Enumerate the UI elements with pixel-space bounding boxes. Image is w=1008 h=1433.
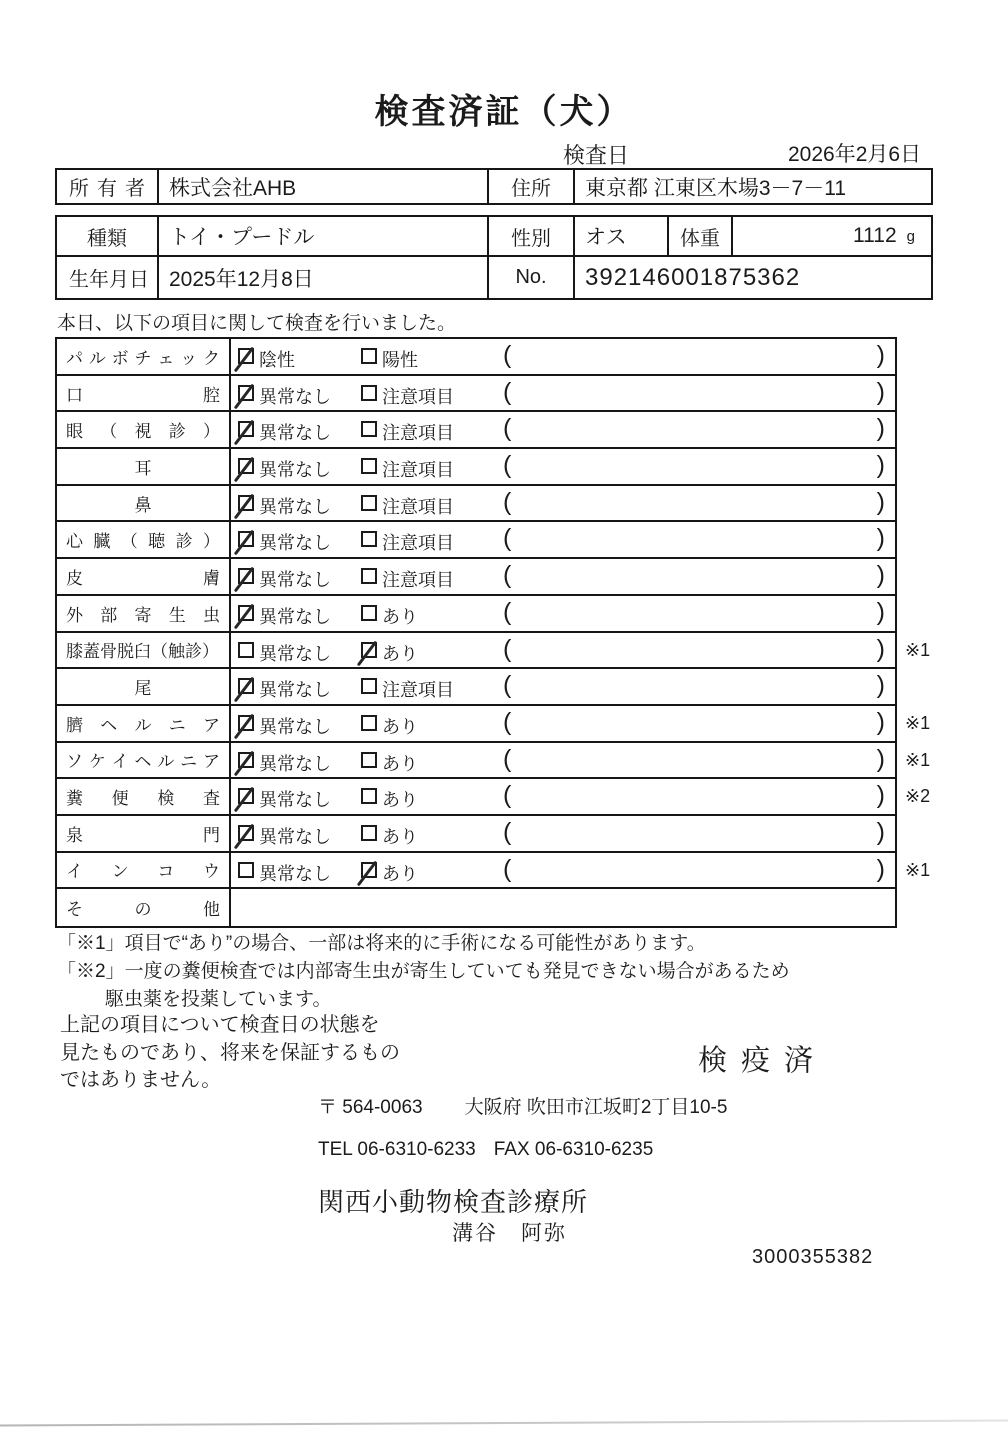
disclaimer-line-1: 上記の項目について検査日の状態を: [60, 1014, 380, 1036]
option2-label: あり: [382, 863, 418, 884]
option2-label: 注意項目: [382, 680, 454, 701]
row-content: [231, 376, 895, 411]
option2-label: 注意項目: [382, 423, 454, 444]
option2-label: 注意項目: [382, 533, 454, 554]
checkbox-option2: [361, 385, 377, 401]
sex-label-cell: 性別: [487, 217, 573, 255]
disclaimer-block: [60, 1012, 400, 1095]
checklist-row: [57, 743, 931, 780]
scan-artifact-line: [0, 1420, 1008, 1427]
remark-note: ※2: [905, 786, 931, 807]
option2-label: あり: [382, 790, 418, 811]
row-content: [231, 779, 895, 814]
option2-label: あり: [382, 753, 418, 774]
weight-label-cell: 体重: [667, 217, 731, 255]
row-content: [231, 486, 895, 521]
option1-label: 陰性: [259, 350, 295, 370]
no-label-cell: No.: [487, 257, 573, 298]
row-label: 皮 膚: [57, 559, 231, 594]
close-paren: ): [876, 487, 885, 516]
option2-label: あり: [382, 606, 418, 627]
option2-label: 注意項目: [382, 570, 454, 591]
open-paren: (: [503, 561, 512, 590]
checkbox-option1: [238, 825, 254, 841]
close-paren: ): [876, 597, 885, 626]
footnote-1: 「※1」項目で“あり”の場合、一部は将来的に手術になる可能性があります。: [57, 933, 706, 954]
open-paren: (: [503, 744, 512, 773]
option1-label: 異常なし: [259, 533, 331, 554]
owner-table: [55, 168, 933, 205]
remark-note: ※1: [905, 639, 931, 660]
close-paren: ): [876, 414, 885, 443]
row-label: 鼻: [57, 486, 231, 521]
birth-value-cell: 2025年12月8日: [157, 257, 487, 298]
open-paren: (: [503, 377, 512, 406]
fax-number: FAX 06-6310-6235: [493, 1139, 654, 1160]
checkbox-option1: [238, 531, 254, 547]
checkbox-option1: [238, 348, 254, 364]
close-paren: ): [876, 817, 885, 846]
checklist-row: [57, 376, 895, 413]
disclaimer-line-3: ではありません。: [60, 1069, 222, 1091]
checklist-row: [57, 339, 895, 376]
option1-label: 異常なし: [259, 606, 331, 627]
checkbox-option2: [361, 495, 377, 511]
checkbox-option1: [238, 642, 254, 658]
option1-label: 異常なし: [259, 496, 331, 517]
option1-label: 異常なし: [259, 460, 331, 481]
quarantine-stamp: 検疫済: [698, 1045, 828, 1077]
weight-value: 1112: [853, 224, 897, 247]
owner-value-cell: 株式会社AHB: [157, 170, 487, 203]
sex-value-cell: オス: [573, 217, 667, 255]
remark-note: ※1: [905, 859, 931, 880]
serial-number: 3000355382: [752, 1246, 874, 1268]
close-paren: ): [876, 341, 885, 369]
owner-label-cell: 所 有 者: [69, 178, 145, 200]
weight-value-cell: [731, 217, 931, 255]
open-paren: (: [503, 854, 512, 883]
checkbox-option2: [361, 825, 377, 841]
row-label: 耳: [57, 449, 231, 484]
tel-number: TEL 06-6310-6233: [318, 1139, 476, 1160]
option2-label: 注意項目: [382, 386, 454, 407]
option2-label: 注意項目: [382, 496, 454, 517]
checkbox-option2: [361, 348, 377, 364]
checkbox-option1: [238, 385, 254, 401]
close-paren: ): [876, 377, 885, 406]
checkbox-option2: [361, 715, 377, 731]
open-paren: (: [503, 707, 512, 736]
open-paren: (: [503, 781, 512, 810]
checkbox-option2: [361, 421, 377, 437]
checklist-row: [57, 522, 895, 559]
checkbox-option2: [361, 531, 377, 547]
row-label: 泉 門: [57, 816, 231, 851]
footnote-2-continued: 駆虫薬を投薬しています。: [105, 989, 332, 1010]
exam-date-label: 検査日: [563, 143, 630, 168]
checklist-row: [57, 853, 931, 890]
checklist-row: [57, 816, 895, 853]
row-content: [231, 339, 895, 374]
remark-note: ※1: [905, 712, 931, 733]
row-label: 眼 （ 視 診 ）: [57, 412, 231, 447]
close-paren: ): [876, 781, 885, 810]
row-content: [231, 743, 895, 778]
checkbox-option1: [238, 568, 254, 584]
row-content: [231, 816, 895, 851]
row-label: 尾: [57, 669, 231, 704]
checkbox-option1: [238, 421, 254, 437]
document-title: 検査済証（犬）: [374, 93, 634, 131]
checkbox-option2: [361, 642, 377, 658]
row-label: 膝蓋骨脱臼（触診）: [57, 633, 231, 668]
no-value-cell: 392146001875362: [573, 257, 931, 298]
option1-label: 異常なし: [259, 643, 331, 664]
postal-code: 〒 564-0063: [318, 1097, 423, 1118]
option1-label: 異常なし: [259, 716, 331, 737]
row-content: [231, 853, 895, 888]
option1-label: 異常なし: [259, 863, 331, 884]
option2-label: 陽性: [382, 350, 418, 370]
open-paren: (: [503, 487, 512, 516]
close-paren: ): [876, 854, 885, 883]
row-content: [231, 449, 895, 484]
checklist-row: [57, 449, 895, 486]
open-paren: (: [503, 414, 512, 443]
checkbox-option2: [361, 678, 377, 694]
weight-unit: g: [906, 227, 915, 245]
footnote-2: 「※2」一度の糞便検査では内部寄生虫が寄生していても発見できない場合があるため: [57, 961, 790, 982]
option1-label: 異常なし: [259, 386, 331, 407]
address-label-cell: 住所: [487, 170, 573, 203]
close-paren: ): [876, 561, 885, 590]
checkbox-option2: [361, 752, 377, 768]
close-paren: ): [876, 451, 885, 480]
row-content: [231, 596, 895, 631]
row-content: [231, 669, 895, 704]
clinic-tel-line: [318, 1139, 653, 1161]
checkbox-option1: [238, 752, 254, 768]
clinic-address-line: [318, 1092, 727, 1119]
checkbox-option1: [238, 788, 254, 804]
option2-label: あり: [382, 643, 418, 664]
checkbox-option2: [361, 788, 377, 804]
close-paren: ): [876, 671, 885, 700]
birth-label-cell: 生 年 月 日: [69, 269, 149, 291]
checkbox-option2: [361, 458, 377, 474]
close-paren: ): [876, 634, 885, 663]
checklist-row: [57, 486, 895, 523]
open-paren: (: [503, 817, 512, 846]
open-paren: (: [503, 341, 512, 369]
row-content: [231, 559, 895, 594]
row-content: [231, 706, 895, 741]
row-label: 糞 便 検 査: [57, 779, 231, 814]
clinic-address: 大阪府 吹田市江坂町2丁目10-5: [464, 1097, 728, 1118]
exam-date-value: 2026年2月6日: [788, 143, 922, 166]
row-label: 臍 ヘ ル ニ ア: [57, 706, 231, 741]
remark-note: ※1: [905, 749, 931, 770]
option1-label: 異常なし: [259, 680, 331, 701]
open-paren: (: [503, 597, 512, 626]
checkbox-option1: [238, 495, 254, 511]
option1-label: 異常なし: [259, 753, 331, 774]
checklist-row: [57, 889, 895, 926]
row-content: [231, 522, 895, 557]
row-content: [231, 889, 895, 926]
row-content: [231, 412, 895, 447]
checkbox-option2: [361, 605, 377, 621]
open-paren: (: [503, 634, 512, 663]
info-row-2: [57, 257, 931, 298]
intro-sentence: 本日、以下の項目に関して検査を行いました。: [57, 313, 457, 334]
clinic-name: 関西小動物検査診療所: [318, 1187, 589, 1217]
checklist-row: [57, 779, 931, 816]
checkbox-option1: [238, 605, 254, 621]
option1-label: 異常なし: [259, 826, 331, 847]
row-label: イ ン コ ウ: [57, 853, 231, 888]
checkbox-option1: [238, 862, 254, 878]
checkbox-option1: [238, 458, 254, 474]
footnotes-block: [57, 930, 790, 1014]
checkbox-option2: [361, 862, 377, 878]
close-paren: ): [876, 707, 885, 736]
row-label: そ の 他: [57, 889, 231, 926]
option1-label: 異常なし: [259, 570, 331, 591]
species-label-cell: 種類: [87, 227, 127, 250]
option2-label: あり: [382, 826, 418, 847]
disclaimer-line-2: 見たものであり、将来を保証するもの: [60, 1041, 400, 1064]
open-paren: (: [503, 524, 512, 553]
row-label: 口 腔: [57, 376, 231, 411]
close-paren: ): [876, 524, 885, 553]
checkbox-option1: [238, 678, 254, 694]
option1-label: 異常なし: [259, 423, 331, 444]
checklist-row: [57, 559, 895, 596]
close-paren: ): [876, 744, 885, 773]
checkbox-option2: [361, 568, 377, 584]
info-row-1: [57, 217, 931, 257]
info-table: [55, 215, 933, 300]
open-paren: (: [503, 671, 512, 700]
row-label: ソ ケ イ ヘ ル ニ ア: [57, 743, 231, 778]
row-label: パ ル ボ チ ェ ッ ク: [57, 339, 231, 374]
option1-label: 異常なし: [259, 790, 331, 811]
checklist-row: [57, 706, 931, 743]
checklist-row: [57, 633, 931, 670]
species-value-cell: トイ・プードル: [157, 217, 487, 255]
checklist-row: [57, 669, 895, 706]
row-label: 外 部 寄 生 虫: [57, 596, 231, 631]
veterinarian-name: 溝谷 阿弥: [452, 1222, 567, 1245]
address-value-cell: 東京都 江東区木場3－7－11: [573, 170, 931, 203]
checklist-row: [57, 412, 895, 449]
checkbox-option1: [238, 715, 254, 731]
checklist-table: [55, 337, 931, 928]
option2-label: あり: [382, 716, 418, 737]
checklist-row: [57, 596, 895, 633]
row-content: [231, 633, 895, 668]
option2-label: 注意項目: [382, 460, 454, 481]
row-label: 心 臓 （ 聴 診 ）: [57, 522, 231, 557]
open-paren: (: [503, 451, 512, 480]
